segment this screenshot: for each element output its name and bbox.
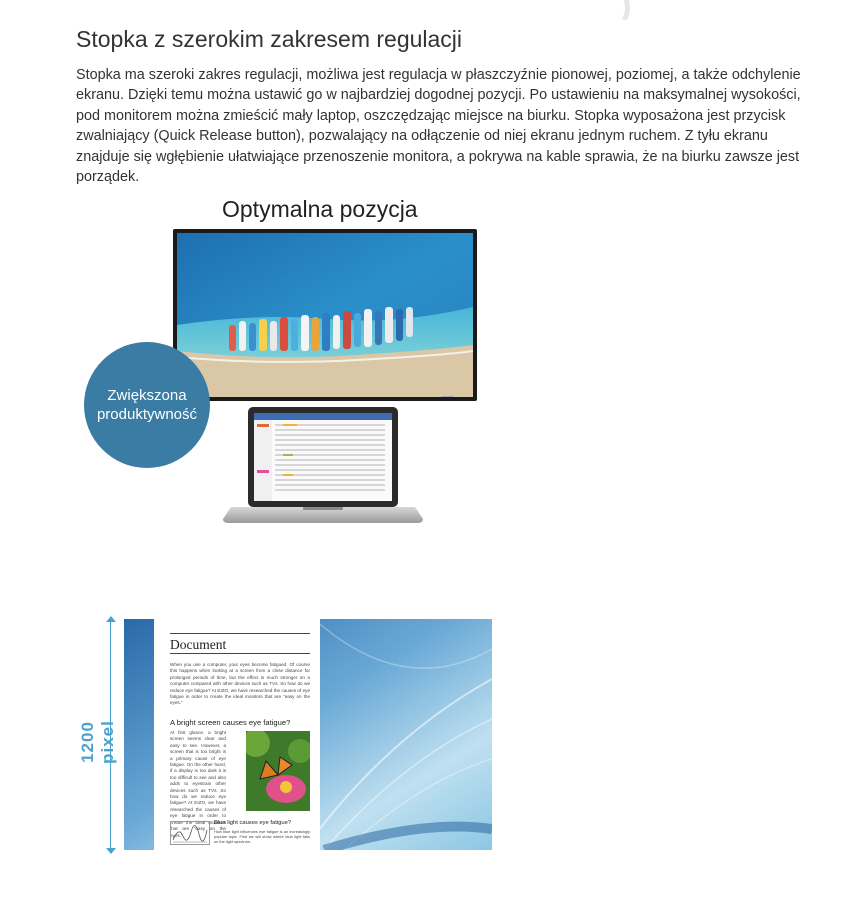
laptop-illustration bbox=[223, 407, 423, 527]
document-paragraph: At first glance, a bright screen seems clear and easy to see. However, a screen that is too bright is a primary cause of eye fatigue. On the other hand, if a display is too dark it is too difficult to see and also adds to eyestrain other devices such as TVs. So how do we reduce eye fatigue? At EIZO, we have researched the causes of eye fatigue in order to create the ideal monitors that are "easy on the eyes." bbox=[170, 730, 226, 838]
butterfly-photo bbox=[246, 731, 310, 811]
ruler-arrow-down-icon bbox=[106, 848, 116, 854]
document-paragraph: When you use a computer, your eyes become fatigued. Of course this happens when looking at a screen from a close distance for prolonged periods of time, but the effect is much stronger on a computer compared with other devices such as TVs. So how do we reduce eye fatigue? At EIZO, we have researched the causes of eye fatigue in order to create the ideal monitors that are "easy on the eyes." bbox=[170, 662, 310, 706]
ruler-label: 1200 pixel bbox=[78, 720, 117, 764]
document-paragraph: How blue light influences eye fatigue is an increasingly popular topic. First we will show where blue light falls on the light spectrum. bbox=[214, 829, 310, 844]
decorative-swoosh bbox=[598, 0, 658, 20]
document-title: Document bbox=[170, 637, 227, 652]
productivity-bubble: Zwiększona produktywność bbox=[84, 342, 210, 468]
divider bbox=[170, 633, 310, 634]
ruler-arrow-up-icon bbox=[106, 616, 116, 622]
monitor-illustration bbox=[173, 229, 477, 401]
optimal-position-figure bbox=[80, 192, 490, 532]
document-heading: A bright screen causes eye fatigue? bbox=[170, 718, 291, 727]
monitor-screen-image bbox=[177, 233, 473, 397]
document-page bbox=[154, 619, 320, 850]
section-body: Stopka ma szeroki zakres regulacji, możliwa jest regulacja w płaszczyźnie pionowej, poziomej, a także odchylenie ekranu. Dzięki temu można ustawić go w najbardziej dogodnej pozycji. Po ustawieniu na maksymalnej wysokości, pod monitorem można zmieścić mały laptop, oszczędzając miejsce na biurku. Stopka wyposażona jest przycisk zwalniający (Quick Release button), pozwalający na odłączenie od niej ekranu jednym ruchem. Z tyłu ekranu znajduje się wgłębienie ułatwiające przenoszenie monitora, a pokrywa na kable sprawia, że na biurku zawsze jest porządek. bbox=[76, 67, 801, 186]
pixel-height-figure bbox=[80, 612, 500, 857]
figure-title: Optymalna pozycja bbox=[222, 196, 418, 222]
spectrum-graph bbox=[170, 821, 210, 845]
document-subheading: Blue light causes eye fatigue? bbox=[214, 820, 292, 826]
section-title: Stopka z szerokim zakresem regulacji bbox=[76, 26, 463, 52]
divider bbox=[170, 653, 310, 654]
